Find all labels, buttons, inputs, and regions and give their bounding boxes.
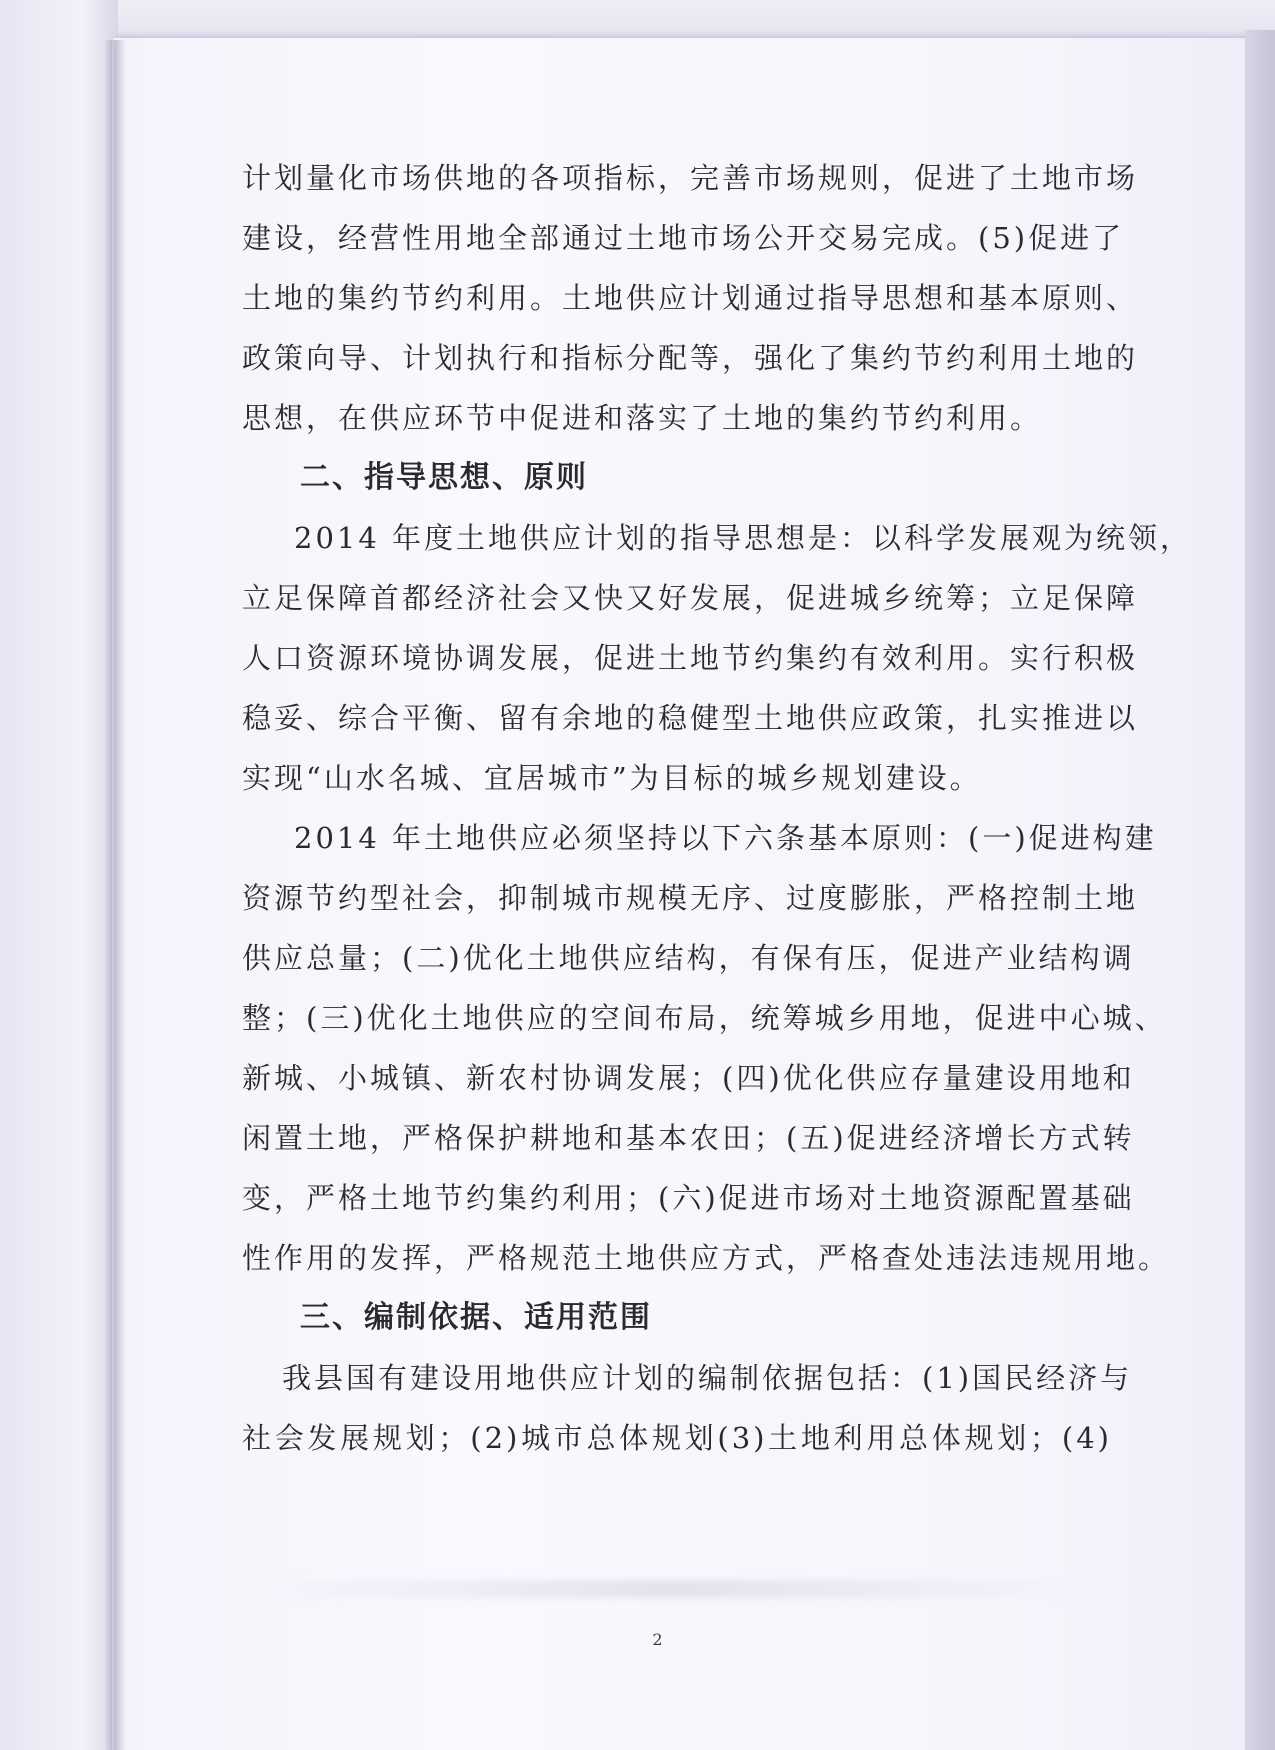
text-line: 性作用的发挥，严格规范土地供应方式，严格查处违法违规用地。 [242,1241,1171,1275]
section-heading-compilation-basis: 三、编制依据、适用范围 [300,1300,652,1335]
text-line: 整；(三)优化土地供应的空间布局，统筹城乡用地，促进中心城、 [242,1001,1167,1035]
text-line: 我县国有建设用地供应计划的编制依据包括：(1)国民经济与 [282,1361,1133,1395]
page-stack-edge [1245,30,1275,1750]
text-line: 变，严格土地节约集约利用；(六)促进市场对土地资源配置基础 [242,1181,1135,1215]
text-line: 社会发展规划；(2)城市总体规划(3)土地利用总体规划；(4) [242,1421,1112,1455]
section-heading-guiding-principles: 二、指导思想、原则 [300,460,588,495]
text-line: 实现“山水名城、宜居城市”为目标的城乡规划建设。 [242,761,982,795]
text-line: 计划量化市场供地的各项指标，完善市场规则，促进了土地市场 [242,161,1139,195]
text-line: 闲置土地，严格保护耕地和基本农田；(五)促进经济增长方式转 [242,1121,1135,1155]
page-number: 2 [652,1630,663,1649]
text-line: 稳妥、综合平衡、留有余地的稳健型土地供应政策，扎实推进以 [242,701,1139,735]
compilation-basis-paragraph [242,1348,1133,1468]
page-body [242,148,1193,1468]
intro-paragraph [242,148,1139,448]
text-line: 供应总量；(二)优化土地供应结构，有保有压，促进产业结构调 [242,941,1135,975]
text-line: 2014 年土地供应必须坚持以下六条基本原则：(一)促进构建 [294,821,1157,855]
text-line: 建设，经营性用地全部通过土地市场公开交易完成。(5)促进了 [242,221,1125,255]
show-through-text [260,1580,1080,1598]
basic-principles-paragraph [242,808,1171,1288]
guiding-thought-paragraph [242,508,1193,808]
text-line: 2014 年度土地供应计划的指导思想是：以科学发展观为统领， [294,521,1193,555]
spine-shadow [104,40,126,1750]
text-line: 立足保障首都经济社会又快又好发展，促进城乡统筹；立足保障 [242,581,1139,615]
text-line: 人口资源环境协调发展，促进土地节约集约有效利用。实行积极 [242,641,1139,675]
text-line: 新城、小城镇、新农村协调发展；(四)优化供应存量建设用地和 [242,1061,1135,1095]
text-line: 资源节约型社会，抑制城市规模无序、过度膨胀，严格控制土地 [242,881,1139,915]
text-line: 思想，在供应环节中促进和落实了土地的集约节约利用。 [242,401,1043,435]
book-gutter [0,0,118,1750]
text-line: 土地的集约节约利用。土地供应计划通过指导思想和基本原则、 [242,281,1139,315]
text-line: 政策向导、计划执行和指标分配等，强化了集约节约利用土地的 [242,341,1139,375]
